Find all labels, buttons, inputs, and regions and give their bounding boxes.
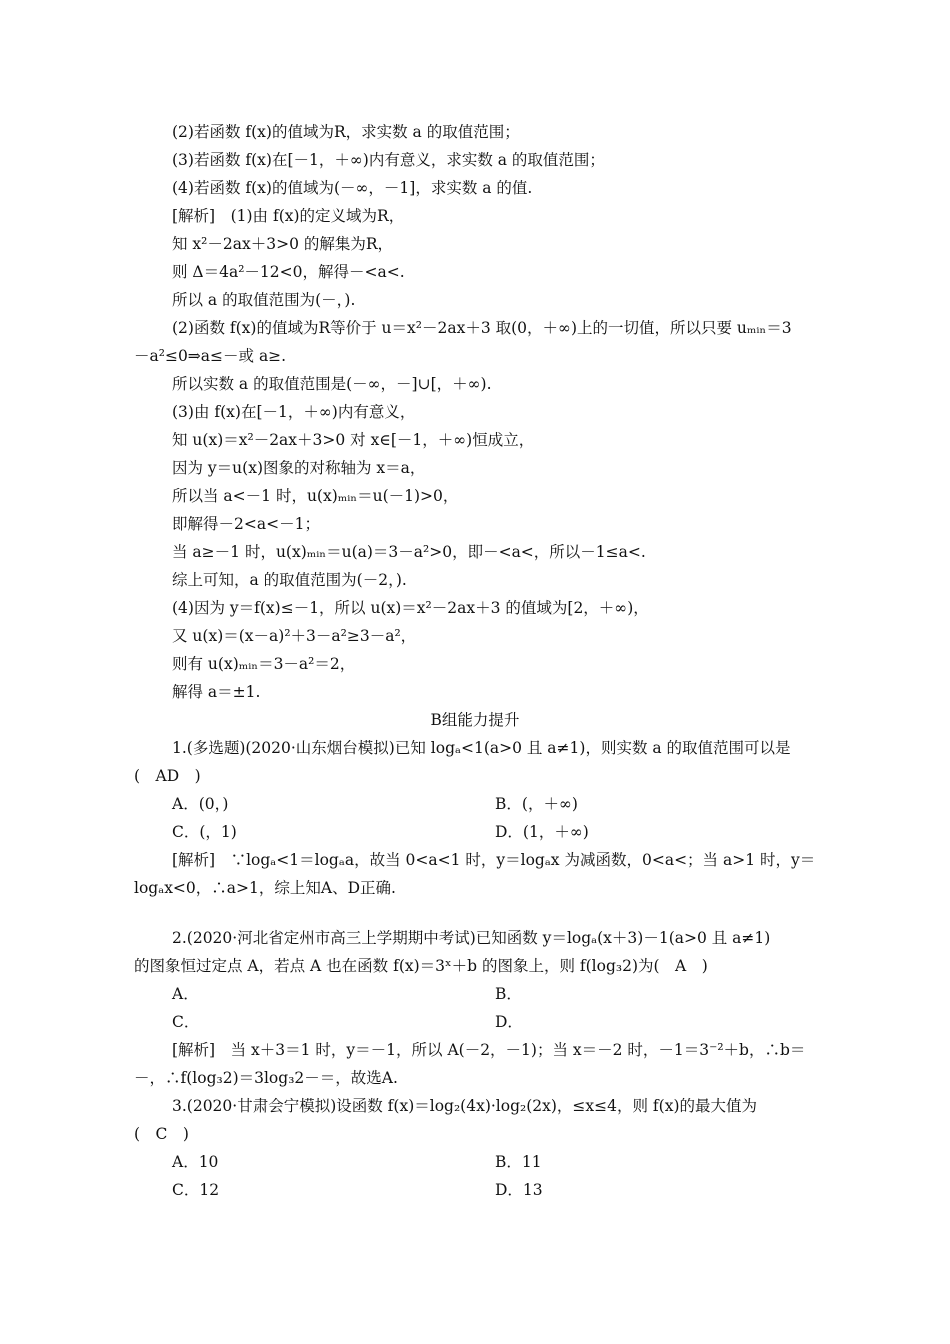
problem-1-answer: ( AD )	[134, 767, 201, 785]
problem-1-option-a: A．(0，)	[172, 795, 229, 813]
section-heading: B组能力提升	[430, 711, 520, 729]
problem-2-stem: 的图象恒过定点 A，若点 A 也在函数 f(x)＝3ˣ＋b 的图象上，则 f(log₃2)为( A )	[134, 957, 708, 975]
analysis-line: 所以当 a<－1 时，u(x)ₘᵢₙ＝u(－1)>0，	[172, 487, 459, 505]
problem-3-stem: 3.(2020·甘肃会宁模拟)设函数 f(x)＝log₂(4x)·log₂(2x)，≤x≤4，则 f(x)的最大值为	[172, 1097, 758, 1115]
problem-1-option-b: B．(，＋∞)	[495, 795, 578, 813]
analysis-line: 综上可知，a 的取值范围为(－2，).	[172, 571, 407, 589]
question-4: (4)若函数 f(x)的值域为(－∞，－1]，求实数 a 的值.	[172, 179, 533, 197]
problem-2-stem: 2.(2020·河北省定州市高三上学期期中考试)已知函数 y＝logₐ(x＋3)－1(a>0 且 a≠1)	[172, 929, 771, 947]
analysis-line: (4)因为 y＝f(x)≤－1，所以 u(x)＝x²－2ax＋3 的值域为[2，＋∞)，	[172, 599, 649, 617]
analysis-line: 又 u(x)＝(x－a)²＋3－a²≥3－a²，	[172, 627, 417, 645]
analysis-line: 知 x²－2ax＋3>0 的解集为R，	[172, 235, 394, 253]
analysis-line: 知 u(x)＝x²－2ax＋3>0 对 x∈[－1，＋∞)恒成立，	[172, 431, 535, 449]
problem-1-option-c: C．(，1)	[172, 823, 237, 841]
problem-2-option-c: C．	[172, 1013, 200, 1031]
analysis-line: 当 a≥－1 时，u(x)ₘᵢₙ＝u(a)＝3－a²>0，即－<a<，所以－1≤a<.	[172, 543, 646, 561]
problem-1-option-d: D．(1，＋∞)	[495, 823, 589, 841]
analysis-line: 所以实数 a 的取值范围是(－∞，－]∪[，＋∞).	[172, 375, 492, 393]
problem-2-option-b: B．	[495, 985, 522, 1003]
analysis-line: 即解得－2<a<－1；	[172, 515, 320, 533]
analysis-line: 解得 a＝±1.	[172, 683, 261, 701]
problem-2-option-a: A．	[172, 985, 199, 1003]
analysis-line: －a²≤0⇒a≤－或 a≥.	[134, 347, 287, 365]
question-2: (2)若函数 f(x)的值域为R，求实数 a 的取值范围；	[172, 123, 520, 141]
problem-1-analysis: [解析] ∵logₐ<1＝logₐa，故当 0<a<1 时，y＝logₐx 为减函数，0<a<；当 a>1 时，y＝	[172, 851, 816, 869]
problem-2-analysis: －，∴f(log₃2)＝3log₃2－＝，故选A.	[134, 1069, 398, 1087]
analysis-line: 则 Δ＝4a²－12<0，解得－<a<.	[172, 263, 405, 281]
analysis-line: 因为 y＝u(x)图象的对称轴为 x＝a，	[172, 459, 426, 477]
problem-3-option-b: B．11	[495, 1153, 542, 1171]
problem-2-option-d: D．	[495, 1013, 523, 1031]
question-3: (3)若函数 f(x)在[－1，＋∞)内有意义，求实数 a 的取值范围；	[172, 151, 605, 169]
analysis-line: (2)函数 f(x)的值域为R等价于 u＝x²－2ax＋3 取(0，＋∞)上的一切值，所以只要 uₘᵢₙ＝3	[172, 319, 792, 337]
analysis-line: [解析] (1)由 f(x)的定义域为R，	[172, 207, 405, 225]
analysis-line: (3)由 f(x)在[－1，＋∞)内有意义，	[172, 403, 416, 421]
problem-1-analysis: logₐx<0，∴a>1，综上知A、D正确.	[134, 879, 396, 897]
problem-3-option-c: C．12	[172, 1181, 220, 1199]
problem-1-stem: 1.(多选题)(2020·山东烟台模拟)已知 logₐ<1(a>0 且 a≠1)，则实数 a 的取值范围可以是	[172, 739, 791, 757]
problem-3-answer: ( C )	[134, 1125, 189, 1143]
analysis-line: 所以 a 的取值范围为(－，).	[172, 291, 356, 309]
problem-3-option-a: A．10	[172, 1153, 219, 1171]
analysis-line: 则有 u(x)ₘᵢₙ＝3－a²＝2，	[172, 655, 356, 673]
problem-2-analysis: [解析] 当 x＋3＝1 时，y＝－1，所以 A(－2，－1)；当 x＝－2 时，－1＝3⁻²＋b，∴b＝	[172, 1041, 806, 1059]
problem-3-option-d: D．13	[495, 1181, 543, 1199]
